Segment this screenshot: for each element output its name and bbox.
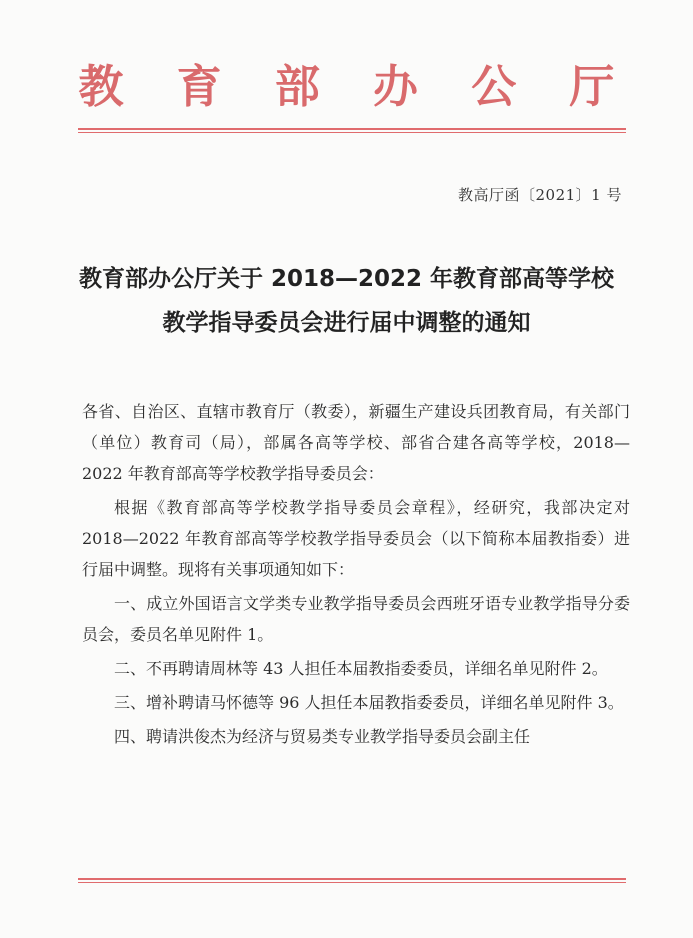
document-body [82,396,630,755]
issuer-char: 厅 [569,60,615,113]
footer-divider-thick [78,878,626,880]
salutation: 各省、自治区、直辖市教育厅（教委），新疆生产建设兵团教育局，有关部门（单位）教育司（局），部属各高等学校、部省合建各高等学校，2018—2022 年教育部高等学校教学指导委员会： [82,402,630,483]
paragraph-item-1: 一、成立外国语言文学类专业教学指导委员会西班牙语专业教学指导分委员会，委员名单见附件 1。 [82,594,630,644]
issuer-char: 公 [471,60,517,113]
header-divider-thick [78,128,626,130]
paragraph-item-2: 二、不再聘请周林等 43 人担任本届教指委委员，详细名单见附件 2。 [114,659,608,678]
title-line-1: 教育部办公厅关于 2018—2022 年教育部高等学校 [78,266,615,292]
paragraph-intro: 根据《教育部高等学校教学指导委员会章程》，经研究，我部决定对 2018—2022 年教育部高等学校教学指导委员会（以下简称本届教指委）进行届中调整。现将有关事项通知如下： [82,498,630,579]
document-title [70,257,623,345]
issuer-char: 部 [274,60,320,113]
paragraph-item-3: 三、增补聘请马怀德等 96 人担任本届教指委委员，详细名单见附件 3。 [114,693,624,712]
paragraph-item-4: 四、聘请洪俊杰为经济与贸易类专业教学指导委员会副主任 [114,727,531,746]
header-divider-thin [78,132,626,133]
issuer-char: 教 [78,60,124,113]
issuer-char: 育 [176,60,222,113]
footer-divider-thin [78,882,626,883]
document-number: 教高厅函〔2021〕1 号 [458,186,622,204]
title-line-2: 教学指导委员会进行届中调整的通知 [162,310,531,336]
issuer-header [70,56,623,118]
issuer-char: 办 [373,60,419,113]
